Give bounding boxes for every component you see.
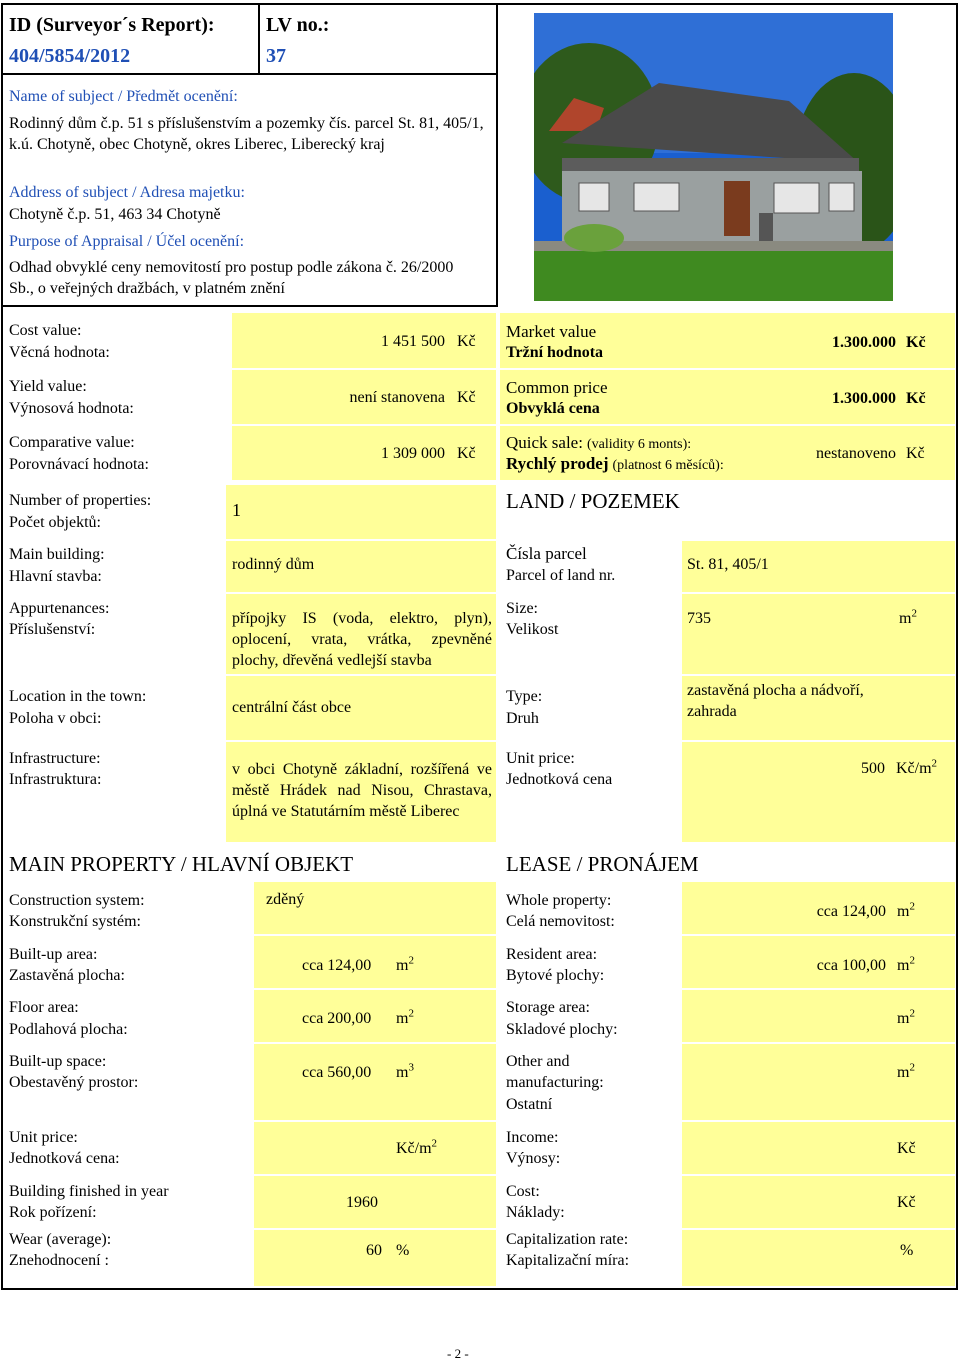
- cost-label-en: Cost value:: [9, 322, 82, 339]
- cap-value-box: [682, 1230, 955, 1286]
- size-label-cz: Velikost: [506, 621, 559, 638]
- uprice-value: 500: [861, 760, 885, 777]
- whole-label-cz: Celá nemovitost:: [506, 913, 615, 930]
- size-value-box: [682, 594, 955, 674]
- type-label-cz: Druh: [506, 710, 539, 727]
- yield-unit: Kč: [457, 389, 476, 406]
- main-value: rodinný dům: [232, 556, 315, 573]
- inc-label-cz: Výnosy:: [506, 1150, 561, 1167]
- app-value: přípojky IS (voda, elektro, plyn), oplocení, vrata, vrátka, zpevněné plochy, dřevěná vedlejší stavba: [232, 610, 492, 669]
- purpose-value: Odhad obvyklé ceny nemovitostí pro postup podle zákona č. 26/2000 Sb., o veřejných dražbách, v platném znění: [9, 259, 454, 297]
- quick-label-en: Quick sale:: [506, 433, 583, 452]
- uprice-value-box: [682, 742, 955, 842]
- yield-amount: není stanovena: [349, 389, 445, 406]
- up-unit: $Kč/m^2$: [396, 1137, 438, 1157]
- lease-cost-label-cz: Náklady:: [506, 1204, 565, 1221]
- sto-label-en: Storage area:: [506, 999, 590, 1016]
- page-number: - 2 -: [447, 1346, 469, 1361]
- bus-unit: $m^3$: [396, 1061, 414, 1081]
- quick-amount: nestanoveno: [816, 445, 896, 462]
- market-unit: Kč: [906, 334, 926, 351]
- fa-value-box: [254, 990, 496, 1042]
- common-unit: Kč: [906, 390, 926, 407]
- report-id-label: ID (Surveyor´s Report):: [9, 14, 215, 36]
- fa-label-en: Floor area:: [9, 999, 79, 1016]
- size-label-en: Size:: [506, 600, 538, 617]
- sto-label-cz: Skladové plochy:: [506, 1021, 618, 1038]
- count-value-box: [226, 485, 496, 539]
- bus-label-cz: Obestavěný prostor:: [9, 1074, 139, 1091]
- infra-label-en: Infrastructure:: [9, 750, 101, 767]
- bua-unit: $m^2$: [396, 954, 414, 974]
- count-value: 1: [232, 500, 241, 520]
- quick-label-cz: Rychlý prodej: [506, 454, 609, 473]
- quick-unit: Kč: [906, 445, 925, 462]
- res-unit: $m^2$: [897, 954, 915, 974]
- up-value-box: [254, 1122, 496, 1174]
- bus-value: cca 560,00: [302, 1064, 372, 1081]
- up-label-en: Unit price:: [9, 1129, 78, 1146]
- comp-label-cz: Porovnávací hodnota:: [9, 456, 149, 473]
- comp-amount: 1 309 000: [381, 445, 445, 462]
- parcel-label-cz: Čísla parcel: [506, 544, 587, 563]
- quick-label-en-note: (validity 6 monts):: [586, 437, 692, 452]
- res-label-cz: Bytové plochy:: [506, 967, 605, 984]
- market-label-cz: Tržní hodnota: [506, 344, 604, 361]
- oth-unit: $m^2$: [897, 1061, 915, 1081]
- whole-unit: $m^2$: [897, 900, 915, 920]
- uprice-unit: $Kč/m^2$: [896, 757, 938, 777]
- size-unit: $m^2$: [899, 607, 917, 627]
- bua-value: cca 124,00: [302, 957, 372, 974]
- main-property-heading: MAIN PROPERTY / HLAVNÍ OBJEKT: [9, 852, 354, 876]
- count-label-cz: Počet objektů:: [9, 514, 101, 531]
- main-label-cz: Hlavní stavba:: [9, 568, 102, 585]
- purpose-label: Purpose of Appraisal / Účel ocenění:: [9, 233, 245, 250]
- bus-label-en: Built-up space:: [9, 1053, 107, 1070]
- cost-unit: Kč: [457, 333, 476, 350]
- lv-value: 37: [266, 45, 286, 67]
- res-value: cca 100,00: [816, 957, 886, 974]
- wear-label-cz: Znehodnocení :: [9, 1252, 109, 1269]
- inc-label-en: Income:: [506, 1129, 559, 1146]
- wear-value: 60: [366, 1242, 382, 1259]
- year-value: 1960: [346, 1194, 378, 1211]
- cap-label-en: Capitalization rate:: [506, 1231, 629, 1248]
- wear-label-en: Wear (average):: [9, 1231, 112, 1248]
- bus-value-box: [254, 1044, 496, 1120]
- yield-label-cz: Výnosová hodnota:: [9, 400, 134, 417]
- infra-value: v obci Chotyně základní, rozšířená ve městě Hrádek nad Nisou, Chrastava, úplná ve Statutárním městě Liberec: [232, 761, 492, 820]
- res-label-en: Resident area:: [506, 946, 598, 963]
- market-amount: 1.300.000: [832, 334, 896, 351]
- comp-label-en: Comparative value:: [9, 434, 135, 451]
- quick-label-cz-note: (platnost 6 měsíců):: [612, 458, 724, 473]
- loc-label-en: Location in the town:: [9, 688, 147, 705]
- parcel-label-en: Parcel of land nr.: [506, 567, 616, 584]
- wear-unit: %: [396, 1242, 410, 1259]
- address-value: Chotyně č.p. 51, 463 34 Chotyně: [9, 206, 221, 223]
- whole-label-en: Whole property:: [506, 892, 612, 909]
- infra-label-cz: Infrastruktura:: [9, 771, 102, 788]
- cost-amount: 1 451 500: [381, 333, 445, 350]
- parcel-value: St. 81, 405/1: [687, 556, 769, 573]
- type-value: zastavěná plocha a nádvoří, zahrada: [687, 682, 864, 720]
- whole-value: cca 124,00: [816, 903, 886, 920]
- comp-unit: Kč: [457, 445, 476, 462]
- uprice-label-en: Unit price:: [506, 750, 575, 767]
- cs-label-en: Construction system:: [9, 892, 145, 909]
- lease-cost-label-en: Cost:: [506, 1183, 540, 1200]
- lease-heading: LEASE / PRONÁJEM: [506, 852, 699, 876]
- cs-value: zděný: [266, 891, 305, 908]
- oth-label-en: Other and manufacturing:: [506, 1053, 604, 1091]
- count-label-en: Number of properties:: [9, 492, 152, 509]
- oth-label-cz: Ostatní: [506, 1096, 553, 1113]
- sto-unit: $m^2$: [897, 1007, 915, 1027]
- common-amount: 1.300.000: [832, 390, 896, 407]
- app-label-cz: Příslušenství:: [9, 621, 96, 638]
- land-heading: LAND / POZEMEK: [506, 489, 680, 513]
- loc-value: centrální část obce: [232, 699, 352, 716]
- cap-unit: %: [900, 1242, 914, 1259]
- uprice-label-cz: Jednotková cena: [506, 771, 613, 788]
- cs-label-cz: Konstrukční systém:: [9, 913, 141, 930]
- lv-label: LV no.:: [266, 14, 330, 36]
- common-label-cz: Obvyklá cena: [506, 400, 600, 417]
- address-label: Address of subject / Adresa majetku:: [9, 184, 245, 201]
- cost-label-cz: Věcná hodnota:: [9, 344, 110, 361]
- app-label-en: Appurtenances:: [9, 600, 110, 617]
- bua-label-cz: Zastavěná plocha:: [9, 967, 125, 984]
- house-photo: [534, 13, 893, 301]
- cap-label-cz: Kapitalizační míra:: [506, 1252, 630, 1269]
- lease-cost-unit: Kč: [897, 1194, 916, 1211]
- subject-name-label: Name of subject / Předmět ocenění:: [9, 88, 238, 105]
- up-label-cz: Jednotková cena:: [9, 1150, 120, 1167]
- subject-name-value: Rodinný dům č.p. 51 s příslušenstvím a pozemky čís. parcel St. 81, 405/1, k.ú. Chotyně, obec Chotyně, okres Liberec, Liberecký kraj: [9, 115, 484, 153]
- market-label-en: Market value: [506, 322, 597, 341]
- bua-label-en: Built-up area:: [9, 946, 98, 963]
- yield-label-en: Yield value:: [9, 378, 87, 395]
- loc-label-cz: Poloha v obci:: [9, 710, 102, 727]
- year-label-en: Building finished in year: [9, 1183, 169, 1200]
- report-id-value: 404/5854/2012: [9, 45, 131, 67]
- fa-label-cz: Podlahová plocha:: [9, 1021, 128, 1038]
- common-label-en: Common price: [506, 378, 608, 397]
- year-label-cz: Rok pořízení:: [9, 1204, 97, 1221]
- main-label-en: Main building:: [9, 546, 105, 563]
- fa-value: cca 200,00: [302, 1010, 372, 1027]
- inc-unit: Kč: [897, 1140, 916, 1157]
- size-value: 735: [687, 610, 711, 627]
- fa-unit: $m^2$: [396, 1007, 414, 1027]
- bua-value-box: [254, 936, 496, 988]
- type-label-en: Type:: [506, 688, 543, 705]
